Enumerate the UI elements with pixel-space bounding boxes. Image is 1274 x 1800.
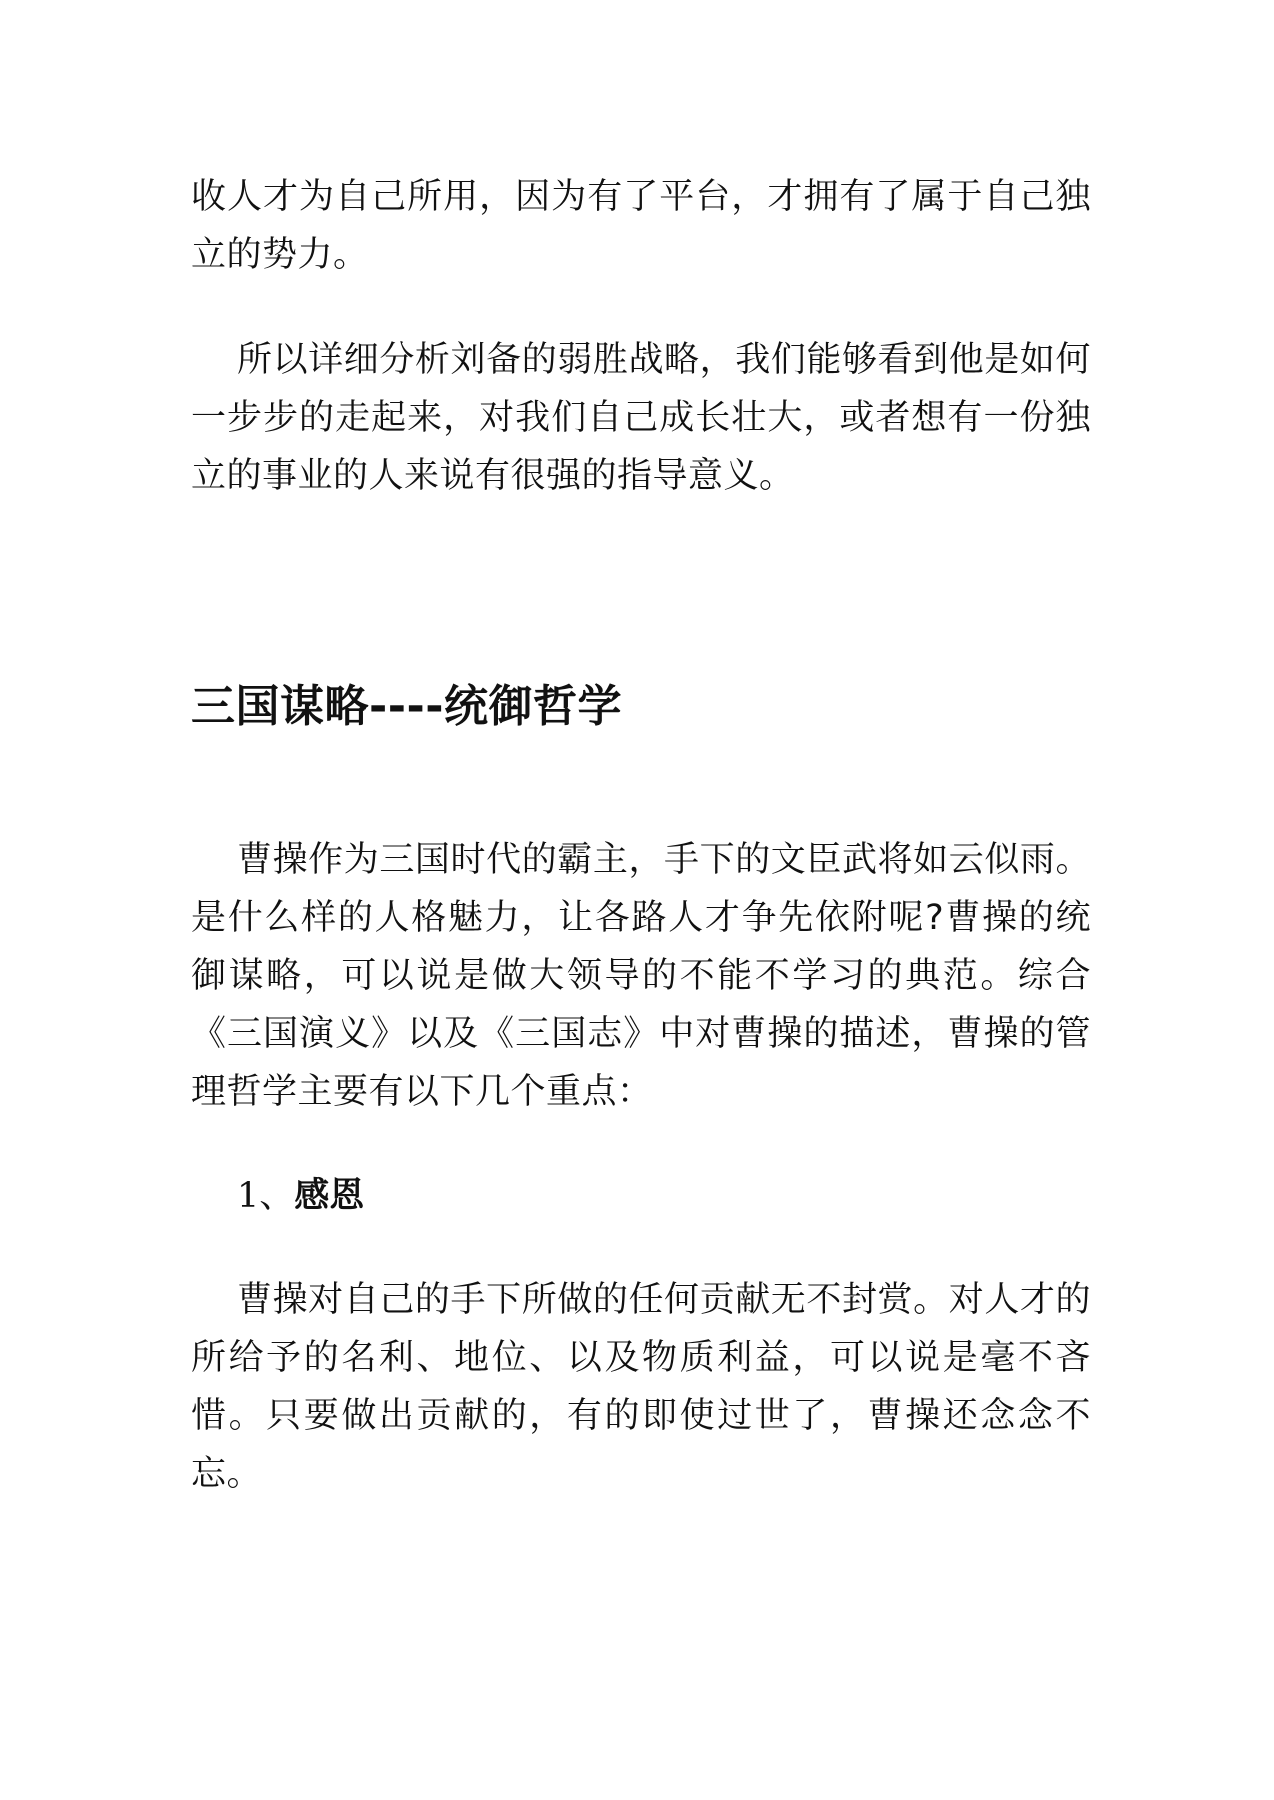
paragraph-gratitude: 曹操对自己的手下所做的任何贡献无不封赏。对人才的所给予的名利、地位、以及物质利益，可以说是毫不吝惜。只要做出贡献的，有的即使过世了，曹操还念念不忘。 bbox=[191, 1280, 1091, 1494]
section-title: 三国谋略----统御哲学 bbox=[191, 681, 623, 732]
paragraph-cao-cao-intro: 曹操作为三国时代的霸主，手下的文臣武将如云似雨。是什么样的人格魅力，让各路人才争先依附呢?曹操的统御谋略，可以说是做大领导的不能不学习的典范。综合《三国演义》以及《三国志》中对曹操的描述，曹操的管理哲学主要有以下几个重点： bbox=[191, 840, 1091, 1112]
point-heading-gratitude bbox=[191, 1167, 1091, 1225]
paragraph-liu-bei-strategy: 所以详细分析刘备的弱胜战略，我们能够看到他是如何一步步的走起来，对我们自己成长壮大，或者想有一份独立的事业的人来说有很强的指导意义。 bbox=[191, 340, 1091, 496]
document-body bbox=[191, 168, 1091, 1503]
point-title: 感恩 bbox=[294, 1176, 365, 1216]
paragraph-continuation: 收人才为自己所用，因为有了平台，才拥有了属于自己独立的势力。 bbox=[191, 177, 1091, 275]
point-number: 1、 bbox=[237, 1176, 295, 1216]
